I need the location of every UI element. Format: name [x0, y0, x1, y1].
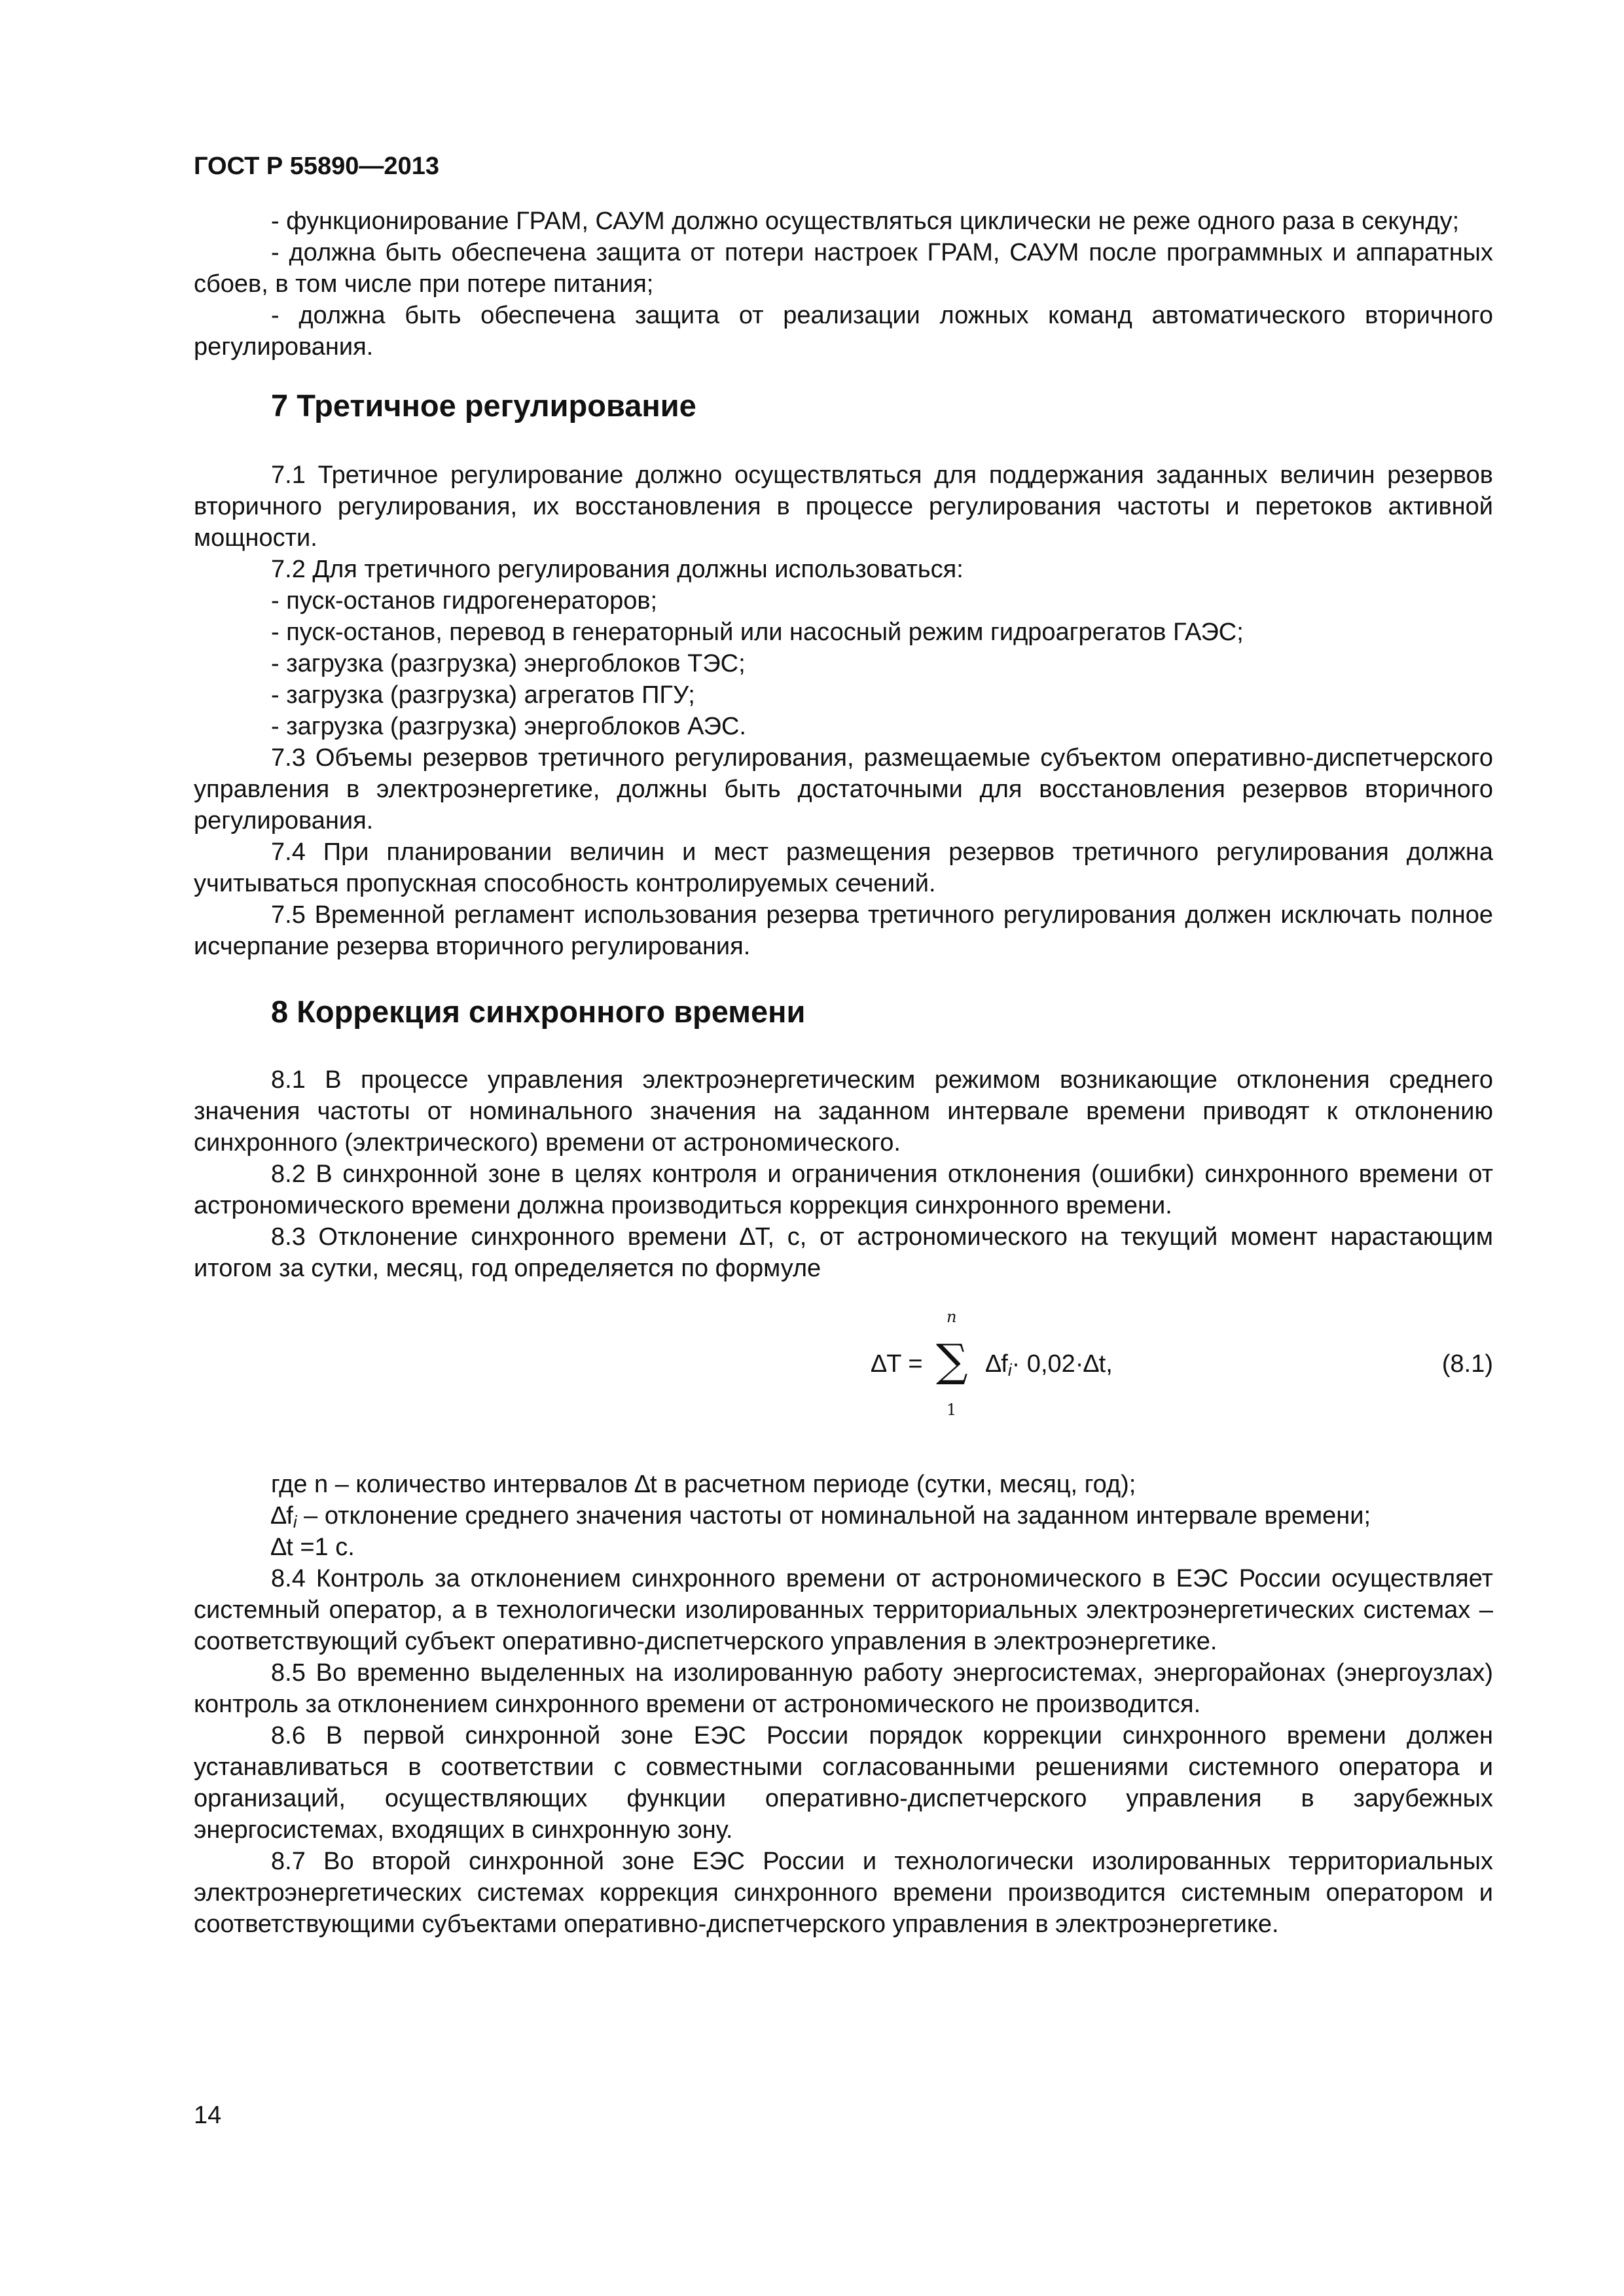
list-item: - загрузка (разгрузка) агрегатов ПГУ;: [271, 681, 695, 709]
formula-lhs: ∆T =: [871, 1350, 923, 1378]
paragraph-8-4: 8.4 Контроль за отклонением синхронного времени от астрономического в ЕЭС России осуществляет системный оператор, а в технологически изолированных территориальных электроэнергетических системах – соответствующий субъект оперативно-диспетчерского управления в электроэнергетике.: [194, 1565, 1493, 1655]
paragraph-7-3: 7.3 Объемы резервов третичного регулирования, размещаемые субъектом оперативно-диспетчерского управления в электроэнергетике, должны быть достаточными для восстановления резервов вторичного регулирования.: [194, 744, 1493, 834]
formula-term-index: i: [1007, 1360, 1012, 1380]
paragraph-8-7: 8.7 Во второй синхронной зоне ЕЭС России и технологически изолированных территориальных электроэнергетических системах коррекция синхронного времени производится системным оператором и соответствующими субъектами оперативно-диспетчерского управления в электроэнергетике.: [194, 1848, 1493, 1938]
legend-line-dt: ∆t =1 с.: [271, 1534, 355, 1561]
document-page: [194, 151, 1493, 1940]
formula-term-suffix: · 0,02·∆t,: [1011, 1350, 1113, 1378]
list-item: - пуск-останов гидрогенераторов;: [271, 587, 658, 615]
legend-line-df: [194, 1500, 1493, 1532]
paragraph-8-3: 8.3 Отклонение синхронного времени ∆Т, с, от астрономического на текущий момент нарастающим итогом за сутки, месяц, год определяется по формуле: [194, 1223, 1493, 1282]
paragraph-8-2: 8.2 В синхронной зоне в целях контроля и ограничения отклонения (ошибки) синхронного времени от астрономического времени должна производиться коррекция синхронного времени.: [194, 1160, 1493, 1219]
sum-lower-limit: 1: [947, 1401, 957, 1419]
paragraph-7-2: 7.2 Для третичного регулирования должны использоваться:: [271, 556, 964, 583]
sum-upper-limit: n: [947, 1308, 957, 1326]
formula-8-1: [194, 1308, 1493, 1432]
formula-legend: [194, 1469, 1493, 1563]
document-header: ГОСТ Р 55890—2013: [194, 152, 439, 180]
list-item: - загрузка (разгрузка) энергоблоков ТЭС;: [271, 650, 746, 677]
paragraph-8-6: 8.6 В первой синхронной зоне ЕЭС России порядок коррекции синхронного времени должен устанавливаться в соответствии с совместными согласованными решениями системного оператора и организаций, осуществляющих функции оперативно-диспетчерского управления в зарубежных энергосистемах, входящих в синхронную зону.: [194, 1722, 1493, 1844]
page-number: 14: [194, 2102, 222, 2129]
paragraph-8-1: 8.1 В процессе управления электроэнергетическим режимом возникающие отклонения среднего значения частоты от номинального значения на заданном интервале времени приводят к отклонению синхронного (электрического) времени от астрономического.: [194, 1066, 1493, 1157]
list-item: - пуск-останов, перевод в генераторный или насосный режим гидроагрегатов ГАЭС;: [271, 619, 1244, 646]
intro-item: - должна быть обеспечена защита от реализации ложных команд автоматического вторичного регулирования.: [194, 302, 1493, 361]
paragraph-7-5: 7.5 Временной регламент использования резерва третичного регулирования должен исключать полное исчерпание резерва вторичного регулирования.: [194, 901, 1493, 960]
formula-term: [986, 1348, 1113, 1380]
section-7-title: 7 Третичное регулирование: [271, 388, 696, 423]
list-item: - загрузка (разгрузка) энергоблоков АЭС.: [271, 713, 746, 740]
intro-item: - должна быть обеспечена защита от потери настроек ГРАМ, САУМ после программных и аппаратных сбоев, в том числе при потере питания;: [194, 239, 1493, 298]
sum-symbol: ∑: [936, 1335, 968, 1387]
formula-number: (8.1): [1441, 1350, 1493, 1378]
formula-term-prefix: ∆f: [986, 1350, 1008, 1378]
legend-df-index: i: [293, 1512, 297, 1532]
legend-df-prefix: ∆f: [271, 1502, 293, 1530]
section-8-title: 8 Коррекция синхронного времени: [271, 994, 806, 1029]
intro-item: - функционирование ГРАМ, САУМ должно осуществляться циклически не реже одного раза в секунду;: [271, 207, 1460, 235]
legend-df-text: – отклонение среднего значения частоты от номинальной на заданном интервале времени;: [297, 1502, 1371, 1530]
paragraph-8-5: 8.5 Во временно выделенных на изолированную работу энергосистемах, энергорайонах (энергоузлах) контроль за отклонением синхронного времени от астрономического не производится.: [194, 1659, 1493, 1718]
paragraph-7-1: 7.1 Третичное регулирование должно осуществляться для поддержания заданных величин резервов вторичного регулирования, их восстановления в процессе регулирования частоты и перетоков активной мощности.: [194, 461, 1493, 552]
legend-line-n: где n – количество интервалов ∆t в расчетном периоде (сутки, месяц, год);: [271, 1471, 1136, 1498]
paragraph-7-4: 7.4 При планировании величин и мест размещения резервов третичного регулирования должна учитываться пропускная способность контролируемых сечений.: [194, 838, 1493, 897]
